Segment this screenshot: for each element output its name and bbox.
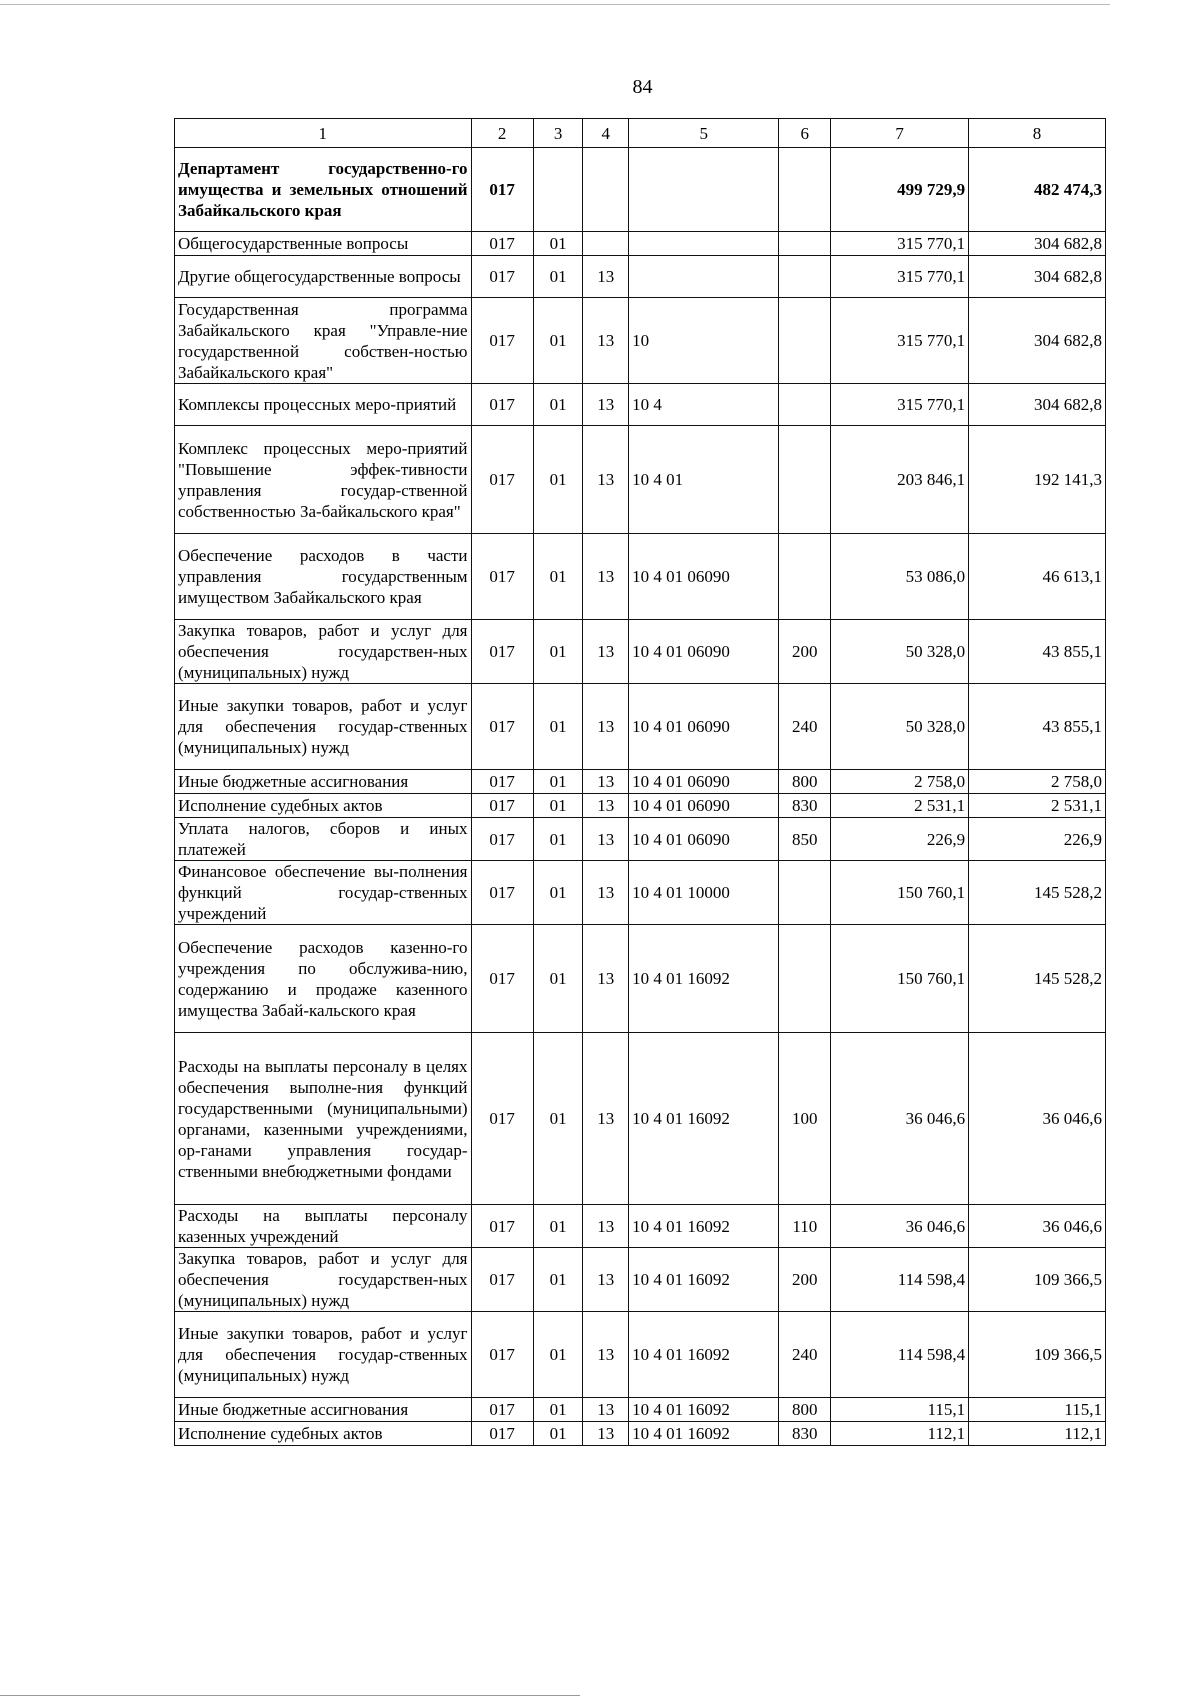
cell-expense-type: 100 [779,1033,831,1205]
table-row [175,534,1106,620]
cell-amount-year1: 2 758,0 [831,770,969,794]
cell-section: 01 [533,818,583,861]
column-header: 6 [779,119,831,148]
cell-subsection: 13 [583,384,629,426]
cell-amount-year2: 109 366,5 [969,1248,1106,1312]
column-header: 2 [471,119,533,148]
cell-amount-year1: 315 770,1 [831,384,969,426]
cell-target-article: 10 [629,298,779,384]
cell-amount-year1: 150 760,1 [831,925,969,1033]
cell-section [533,148,583,232]
cell-subsection [583,148,629,232]
cell-subsection: 13 [583,684,629,770]
table-row [175,384,1106,426]
column-header: 4 [583,119,629,148]
cell-target-article: 10 4 01 16092 [629,1398,779,1422]
cell-admin-code: 017 [471,1398,533,1422]
cell-item-name: Закупка товаров, работ и услуг для обеспечения государствен-ных (муниципальных) нужд [175,620,472,684]
cell-amount-year2: 482 474,3 [969,148,1106,232]
cell-target-article: 10 4 01 06090 [629,818,779,861]
cell-amount-year1: 50 328,0 [831,684,969,770]
cell-section: 01 [533,1312,583,1398]
cell-target-article: 10 4 01 10000 [629,861,779,925]
cell-admin-code: 017 [471,925,533,1033]
table-row [175,861,1106,925]
cell-expense-type [779,925,831,1033]
cell-amount-year1: 315 770,1 [831,298,969,384]
cell-expense-type [779,861,831,925]
cell-target-article: 10 4 01 16092 [629,1312,779,1398]
cell-admin-code: 017 [471,1205,533,1248]
cell-target-article: 10 4 01 06090 [629,620,779,684]
table-header-row [175,119,1106,148]
cell-expense-type: 110 [779,1205,831,1248]
cell-admin-code: 017 [471,298,533,384]
cell-expense-type: 830 [779,794,831,818]
cell-section: 01 [533,770,583,794]
cell-item-name: Исполнение судебных актов [175,1422,472,1446]
cell-amount-year1: 315 770,1 [831,232,969,256]
table-row [175,256,1106,298]
cell-target-article [629,232,779,256]
cell-subsection: 13 [583,770,629,794]
cell-section: 01 [533,256,583,298]
cell-section: 01 [533,534,583,620]
cell-item-name: Иные закупки товаров, работ и услуг для обеспечения государ-ственных (муниципальных) нужд [175,1312,472,1398]
cell-section: 01 [533,620,583,684]
cell-subsection: 13 [583,1205,629,1248]
cell-amount-year2: 304 682,8 [969,232,1106,256]
cell-amount-year1: 53 086,0 [831,534,969,620]
table-row [175,1205,1106,1248]
cell-amount-year1: 499 729,9 [831,148,969,232]
cell-expense-type [779,384,831,426]
cell-subsection: 13 [583,1033,629,1205]
cell-subsection: 13 [583,818,629,861]
cell-amount-year1: 150 760,1 [831,861,969,925]
cell-amount-year2: 112,1 [969,1422,1106,1446]
cell-section: 01 [533,1248,583,1312]
cell-amount-year1: 112,1 [831,1422,969,1446]
cell-expense-type: 800 [779,1398,831,1422]
cell-amount-year1: 315 770,1 [831,256,969,298]
cell-target-article: 10 4 01 16092 [629,1205,779,1248]
table-row [175,148,1106,232]
cell-admin-code: 017 [471,684,533,770]
scan-top-edge [0,4,1110,5]
cell-amount-year1: 36 046,6 [831,1205,969,1248]
cell-admin-code: 017 [471,818,533,861]
cell-amount-year2: 109 366,5 [969,1312,1106,1398]
column-header: 3 [533,119,583,148]
cell-target-article: 10 4 01 06090 [629,794,779,818]
cell-item-name: Комплекс процессных меро-приятий "Повышение эффек-тивности управления государ-ственной собственностью За-байкальского края" [175,426,472,534]
table-row [175,298,1106,384]
column-header: 1 [175,119,472,148]
cell-amount-year2: 304 682,8 [969,384,1106,426]
cell-subsection: 13 [583,1422,629,1446]
cell-section: 01 [533,1398,583,1422]
cell-amount-year2: 2 531,1 [969,794,1106,818]
cell-admin-code: 017 [471,1312,533,1398]
cell-admin-code: 017 [471,1033,533,1205]
cell-admin-code: 017 [471,620,533,684]
cell-subsection: 13 [583,1398,629,1422]
cell-item-name: Финансовое обеспечение вы-полнения функций государ-ственных учреждений [175,861,472,925]
cell-subsection: 13 [583,426,629,534]
table-row [175,620,1106,684]
cell-admin-code: 017 [471,1422,533,1446]
cell-item-name: Расходы на выплаты персоналу казенных учреждений [175,1205,472,1248]
cell-amount-year2: 145 528,2 [969,861,1106,925]
cell-section: 01 [533,426,583,534]
cell-target-article [629,256,779,298]
cell-amount-year2: 304 682,8 [969,256,1106,298]
cell-amount-year1: 114 598,4 [831,1248,969,1312]
cell-amount-year1: 2 531,1 [831,794,969,818]
cell-target-article: 10 4 01 [629,426,779,534]
cell-item-name: Департамент государственно-го имущества и земельных отношений Забайкальского края [175,148,472,232]
cell-subsection: 13 [583,794,629,818]
cell-expense-type [779,426,831,534]
table-row [175,794,1106,818]
cell-item-name: Расходы на выплаты персоналу в целях обеспечения выполне-ния функций государственными (муниципальными) органами, казенными учреждениями, ор-ганами управления государ-ственными внебюджетными фондами [175,1033,472,1205]
cell-expense-type: 240 [779,684,831,770]
table-row [175,1398,1106,1422]
cell-admin-code: 017 [471,1248,533,1312]
cell-expense-type: 240 [779,1312,831,1398]
cell-amount-year1: 114 598,4 [831,1312,969,1398]
cell-admin-code: 017 [471,384,533,426]
cell-target-article: 10 4 01 06090 [629,534,779,620]
cell-amount-year2: 115,1 [969,1398,1106,1422]
column-header: 7 [831,119,969,148]
cell-amount-year2: 226,9 [969,818,1106,861]
cell-expense-type: 850 [779,818,831,861]
cell-section: 01 [533,1033,583,1205]
table-row [175,770,1106,794]
table-row [175,1248,1106,1312]
cell-target-article: 10 4 01 06090 [629,684,779,770]
cell-subsection: 13 [583,925,629,1033]
cell-section: 01 [533,1422,583,1446]
cell-section: 01 [533,861,583,925]
cell-target-article: 10 4 01 16092 [629,1248,779,1312]
cell-admin-code: 017 [471,232,533,256]
cell-expense-type: 200 [779,620,831,684]
cell-expense-type [779,232,831,256]
table-row [175,232,1106,256]
table-row [175,818,1106,861]
cell-item-name: Государственная программа Забайкальского края "Управле-ние государственной собствен-ностью Забайкальского края" [175,298,472,384]
cell-section: 01 [533,232,583,256]
cell-target-article: 10 4 01 16092 [629,1422,779,1446]
cell-admin-code: 017 [471,256,533,298]
scan-bottom-edge [0,1695,580,1696]
cell-target-article: 10 4 01 16092 [629,1033,779,1205]
cell-subsection: 13 [583,620,629,684]
cell-amount-year2: 46 613,1 [969,534,1106,620]
cell-expense-type: 800 [779,770,831,794]
budget-table [174,118,1106,1446]
cell-subsection: 13 [583,1248,629,1312]
cell-amount-year2: 304 682,8 [969,298,1106,384]
cell-subsection: 13 [583,534,629,620]
cell-amount-year2: 43 855,1 [969,684,1106,770]
column-header: 8 [969,119,1106,148]
cell-item-name: Обеспечение расходов в части управления государственным имуществом Забайкальского края [175,534,472,620]
cell-amount-year1: 50 328,0 [831,620,969,684]
cell-expense-type: 200 [779,1248,831,1312]
cell-amount-year1: 115,1 [831,1398,969,1422]
cell-expense-type [779,256,831,298]
cell-item-name: Обеспечение расходов казенно-го учреждения по обслужива-нию, содержанию и продаже казенного имущества Забай-кальского края [175,925,472,1033]
cell-item-name: Другие общегосударственные вопросы [175,256,472,298]
table-row [175,426,1106,534]
page-number: 84 [632,76,653,98]
cell-admin-code: 017 [471,794,533,818]
cell-target-article: 10 4 [629,384,779,426]
cell-admin-code: 017 [471,534,533,620]
table-row [175,1422,1106,1446]
table-row [175,1033,1106,1205]
cell-expense-type [779,534,831,620]
cell-item-name: Иные бюджетные ассигнования [175,1398,472,1422]
cell-item-name: Комплексы процессных меро-приятий [175,384,472,426]
cell-amount-year1: 226,9 [831,818,969,861]
cell-amount-year2: 192 141,3 [969,426,1106,534]
cell-amount-year2: 36 046,6 [969,1033,1106,1205]
table-row [175,925,1106,1033]
cell-admin-code: 017 [471,148,533,232]
cell-item-name: Исполнение судебных актов [175,794,472,818]
cell-item-name: Иные закупки товаров, работ и услуг для обеспечения государ-ственных (муниципальных) нужд [175,684,472,770]
cell-section: 01 [533,298,583,384]
cell-expense-type: 830 [779,1422,831,1446]
cell-amount-year1: 203 846,1 [831,426,969,534]
cell-section: 01 [533,684,583,770]
cell-item-name: Общегосударственные вопросы [175,232,472,256]
cell-subsection [583,232,629,256]
cell-expense-type [779,148,831,232]
cell-amount-year2: 36 046,6 [969,1205,1106,1248]
cell-section: 01 [533,384,583,426]
cell-admin-code: 017 [471,770,533,794]
cell-item-name: Иные бюджетные ассигнования [175,770,472,794]
cell-amount-year1: 36 046,6 [831,1033,969,1205]
cell-subsection: 13 [583,298,629,384]
cell-section: 01 [533,1205,583,1248]
cell-subsection: 13 [583,256,629,298]
cell-amount-year2: 2 758,0 [969,770,1106,794]
column-header: 5 [629,119,779,148]
cell-target-article [629,148,779,232]
cell-admin-code: 017 [471,426,533,534]
cell-subsection: 13 [583,861,629,925]
cell-section: 01 [533,925,583,1033]
cell-item-name: Уплата налогов, сборов и иных платежей [175,818,472,861]
cell-amount-year2: 43 855,1 [969,620,1106,684]
cell-amount-year2: 145 528,2 [969,925,1106,1033]
cell-subsection: 13 [583,1312,629,1398]
table-row [175,684,1106,770]
cell-item-name: Закупка товаров, работ и услуг для обеспечения государствен-ных (муниципальных) нужд [175,1248,472,1312]
cell-expense-type [779,298,831,384]
cell-admin-code: 017 [471,861,533,925]
cell-target-article: 10 4 01 06090 [629,770,779,794]
cell-target-article: 10 4 01 16092 [629,925,779,1033]
table-row [175,1312,1106,1398]
cell-section: 01 [533,794,583,818]
